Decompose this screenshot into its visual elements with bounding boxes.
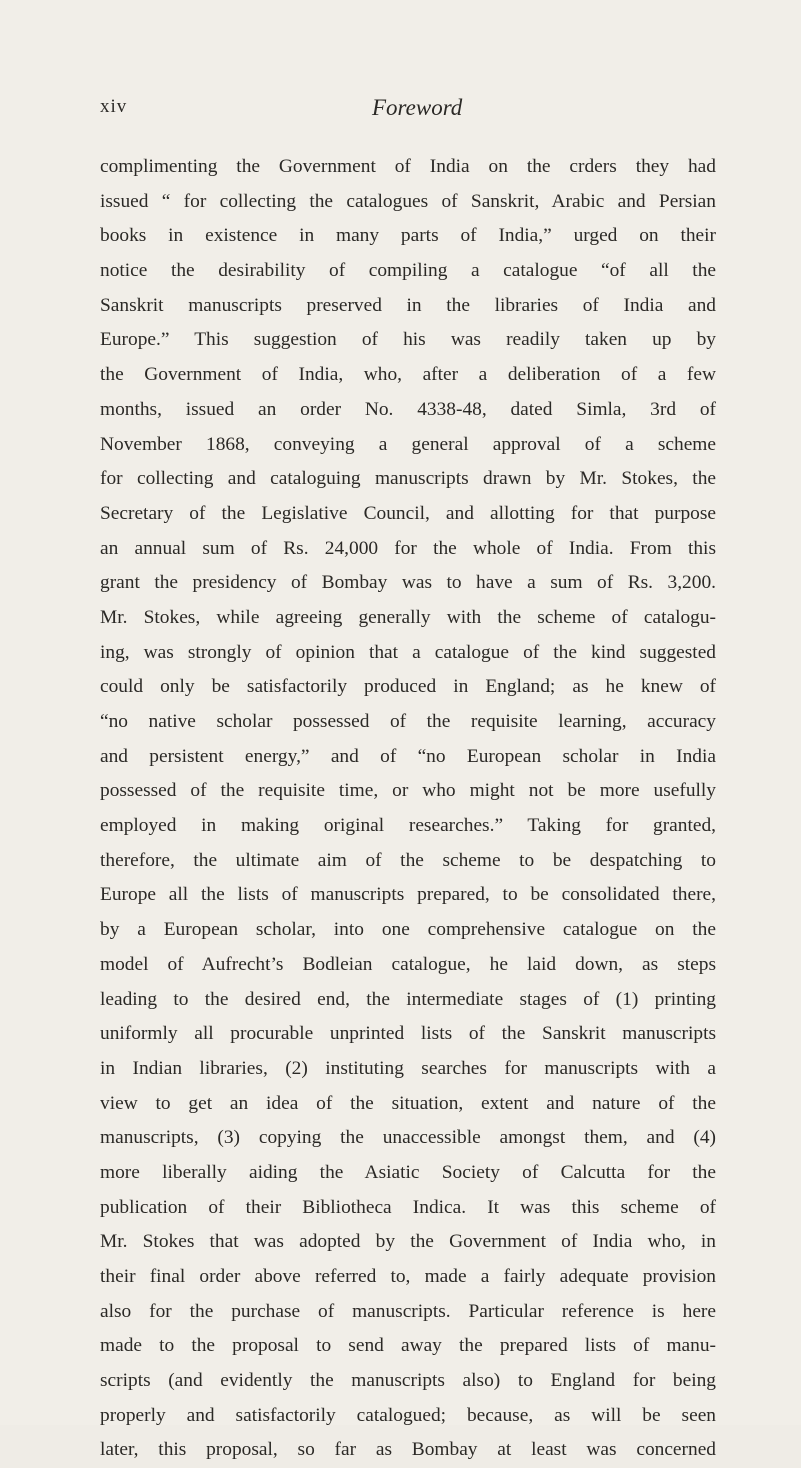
text-line: could only be satisfactorily produced in England; as he knew of	[100, 676, 716, 698]
running-head: Foreword	[372, 95, 463, 120]
body-paragraph	[100, 150, 716, 1468]
text-line: grant the presidency of Bombay was to have a sum of Rs. 3,200.	[100, 572, 716, 594]
text-line: and persistent energy,” and of “no European scholar in India	[100, 745, 716, 767]
text-line: made to the proposal to send away the prepared lists of manu-	[100, 1335, 716, 1357]
text-line: uniformly all procurable unprinted lists of the Sanskrit manuscripts	[100, 1023, 716, 1045]
text-line: Sanskrit manuscripts preserved in the libraries of India and	[100, 294, 716, 316]
text-line: later, this proposal, so far as Bombay at least was concerned	[100, 1439, 716, 1461]
text-line: an annual sum of Rs. 24,000 for the whole of India. From this	[100, 537, 716, 559]
text-line: notice the desirability of compiling a catalogue “of all the	[100, 260, 716, 282]
text-line: properly and satisfactorily catalogued; because, as will be seen	[100, 1404, 716, 1426]
text-line: ing, was strongly of opinion that a catalogue of the kind suggested	[100, 641, 716, 663]
text-line: for collecting and cataloguing manuscripts drawn by Mr. Stokes, the	[100, 468, 716, 490]
text-line: the Government of India, who, after a deliberation of a few	[100, 364, 716, 386]
text-line: employed in making original researches.” Taking for granted,	[100, 815, 716, 837]
page-header	[100, 96, 720, 126]
text-line: leading to the desired end, the intermediate stages of (1) printing	[100, 988, 716, 1010]
text-line: possessed of the requisite time, or who might not be more usefully	[100, 780, 716, 802]
text-line: manuscripts, (3) copying the unaccessible amongst them, and (4)	[100, 1127, 716, 1149]
text-line: in Indian libraries, (2) instituting searches for manuscripts with a	[100, 1057, 716, 1079]
text-line: issued “ for collecting the catalogues of Sanskrit, Arabic and Persian	[100, 190, 716, 212]
text-line: scripts (and evidently the manuscripts also) to England for being	[100, 1370, 716, 1392]
text-line: Secretary of the Legislative Council, and allotting for that purpose	[100, 502, 716, 524]
page-number: xiv	[100, 96, 128, 117]
text-line: Mr. Stokes, while agreeing generally with the scheme of catalogu-	[100, 606, 716, 628]
text-line: Europe all the lists of manuscripts prepared, to be consolidated there,	[100, 884, 716, 906]
text-line: also for the purchase of manuscripts. Particular reference is here	[100, 1300, 716, 1322]
text-line: months, issued an order No. 4338-48, dated Simla, 3rd of	[100, 398, 716, 420]
text-line: their final order above referred to, made a fairly adequate provision	[100, 1266, 716, 1287]
text-line: model of Aufrecht’s Bodleian catalogue, he laid down, as steps	[100, 953, 716, 975]
text-line: Mr. Stokes that was adopted by the Government of India who, in	[100, 1231, 716, 1253]
text-line: Europe.” This suggestion of his was readily taken up by	[100, 329, 716, 351]
text-line: complimenting the Government of India on the crders they had	[100, 156, 716, 177]
text-line: November 1868, conveying a general approval of a scheme	[100, 433, 716, 455]
text-line: publication of their Bibliotheca Indica. It was this scheme of	[100, 1196, 716, 1218]
text-line: more liberally aiding the Asiatic Society of Calcutta for the	[100, 1161, 716, 1183]
text-line: by a European scholar, into one comprehensive catalogue on the	[100, 919, 716, 941]
text-line: books in existence in many parts of India,” urged on their	[100, 225, 716, 247]
text-line: therefore, the ultimate aim of the scheme to be despatching to	[100, 849, 716, 871]
text-line: view to get an idea of the situation, extent and nature of the	[100, 1092, 716, 1114]
text-line: “no native scholar possessed of the requisite learning, accuracy	[100, 711, 716, 732]
